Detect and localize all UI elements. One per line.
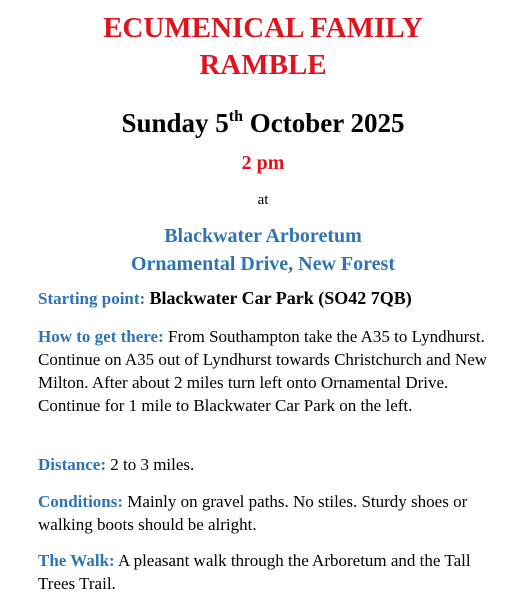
title-line-1: ECUMENICAL FAMILY [103,12,423,44]
venue-name: Blackwater Arboretum [164,225,362,247]
directions [38,325,508,417]
walk-label: The Walk: [38,551,115,570]
venue [0,222,526,278]
starting-point-label: Starting point: [38,289,146,308]
distance-label: Distance: [38,455,106,474]
conditions-label: Conditions: [38,492,124,511]
event-time: 2 pm [241,152,285,174]
event-date [0,106,526,140]
title-line-2: RAMBLE [199,49,327,81]
the-walk [38,549,508,595]
directions-label: How to get there: [38,327,164,346]
date-rest: October 2025 [243,108,405,138]
distance-text: 2 to 3 miles. [110,455,195,474]
conditions-text: Mainly on gravel paths. No stiles. Sturdy shoes or walking boots should be alright. [38,492,468,534]
distance [38,453,508,476]
venue-address: Ornamental Drive, New Forest [130,253,395,275]
event-title [0,10,526,84]
directions-text: From Southampton take the A35 to Lyndhurst. Continue on A35 out of Lyndhurst towards Christchurch and New Milton. After about 2 miles turn left onto Ornamental Drive. Continue for 1 mile to Blackwater Car Park on the left. [38,327,488,415]
walk-text: A pleasant walk through the Arboretum and the Tall Trees Trail. [38,551,471,593]
starting-point-value: Blackwater Car Park (SO42 7QB) [149,288,412,308]
date-prefix: Sunday 5 [121,108,229,138]
conditions [38,490,508,536]
at-text: at [257,192,269,208]
date-ordinal-suffix: th [228,108,244,125]
starting-point [38,287,508,310]
